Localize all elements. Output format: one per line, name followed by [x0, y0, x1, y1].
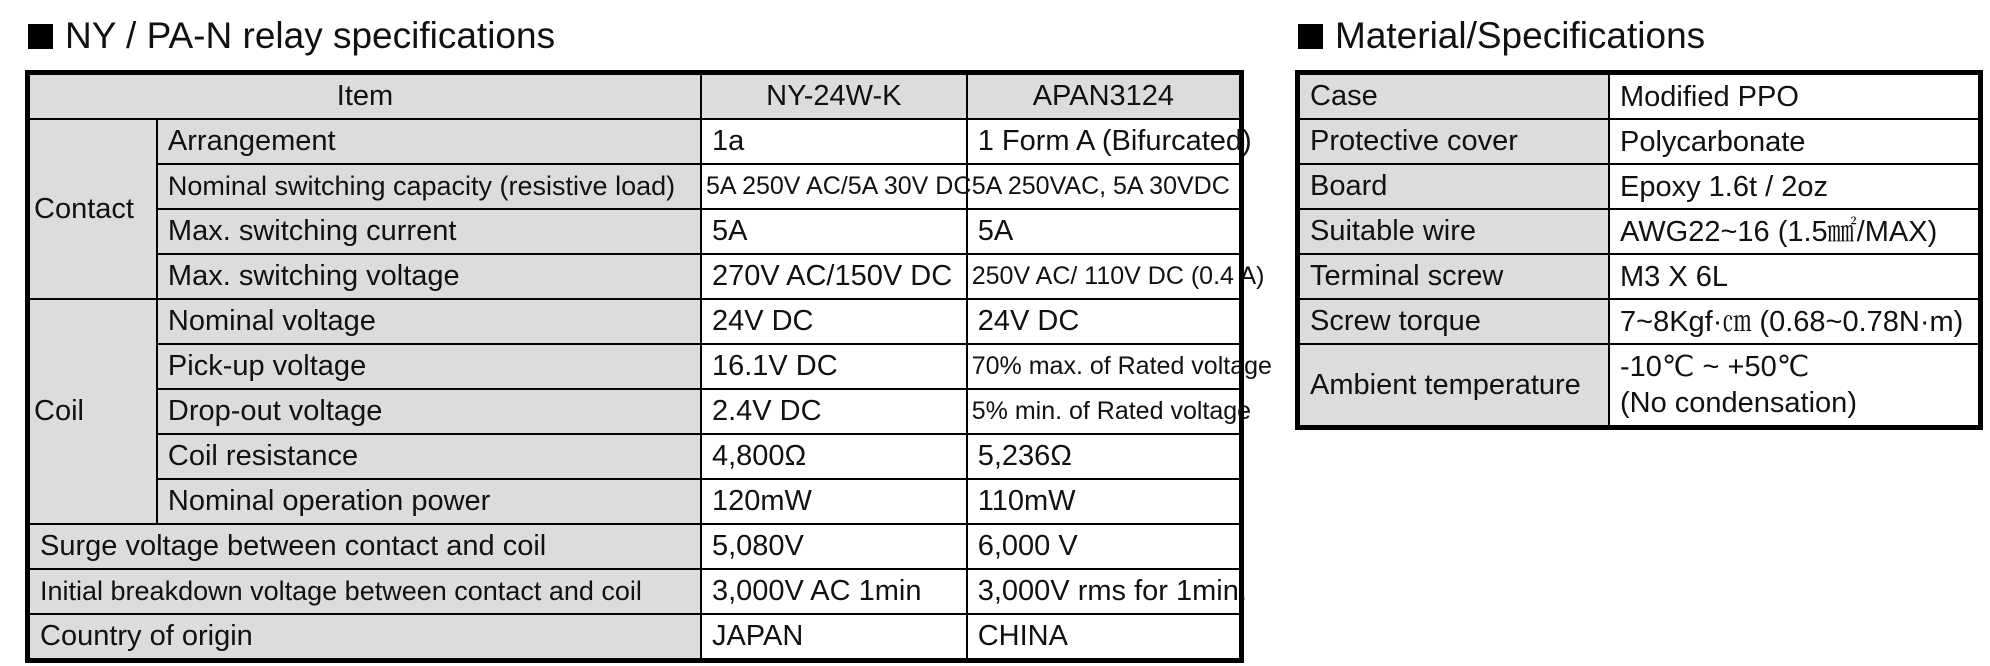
row-label: Drop-out voltage: [157, 389, 701, 434]
material-specs-table: [1298, 73, 1980, 427]
row-label: Country of origin: [29, 614, 701, 659]
row-value-apan: 6,000 V: [967, 524, 1240, 569]
row-value-apan: 24V DC: [967, 299, 1240, 344]
header-apan3124: APAN3124: [967, 74, 1240, 119]
header-item: Item: [29, 74, 701, 119]
table-row: [1299, 164, 1979, 209]
table-row: [1299, 344, 1979, 426]
row-label: Surge voltage between contact and coil: [29, 524, 701, 569]
row-value-ny: 5A: [701, 209, 967, 254]
material-specs-title-text: Material/Specifications: [1335, 15, 1706, 56]
material-specs-title: [1298, 14, 1705, 58]
header-ny-24w-k: NY-24W-K: [701, 74, 967, 119]
row-value-apan: 250V AC/ 110V DC (0.4 A): [967, 254, 1240, 299]
row-label: Initial breakdown voltage between contact and coil: [29, 569, 701, 614]
row-label: Pick-up voltage: [157, 344, 701, 389]
black-square-icon: [28, 24, 53, 49]
row-value-ny: 24V DC: [701, 299, 967, 344]
row-label: Nominal operation power: [157, 479, 701, 524]
row-value-apan: CHINA: [967, 614, 1240, 659]
table-row: [29, 479, 1240, 524]
row-value-ny: 120mW: [701, 479, 967, 524]
row-value-apan: 5% min. of Rated voltage: [967, 389, 1240, 434]
spec-label: Ambient temperature: [1299, 344, 1609, 426]
spec-label: Protective cover: [1299, 119, 1609, 164]
row-value-apan: 5,236Ω: [967, 434, 1240, 479]
table-row: [29, 524, 1240, 569]
row-value-ny: 5A 250V AC/5A 30V DC: [701, 164, 967, 209]
spec-value: M3 X 6L: [1609, 254, 1979, 299]
row-label: Coil resistance: [157, 434, 701, 479]
spec-label: Terminal screw: [1299, 254, 1609, 299]
spec-value: Epoxy 1.6t / 2oz: [1609, 164, 1979, 209]
row-label: Max. switching current: [157, 209, 701, 254]
table-row: [29, 164, 1240, 209]
table-row: [29, 434, 1240, 479]
group-contact: Contact: [29, 119, 157, 299]
row-label: Max. switching voltage: [157, 254, 701, 299]
row-value-ny: 3,000V AC 1min: [701, 569, 967, 614]
table-header-row: [29, 74, 1240, 119]
table-row: [1299, 299, 1979, 344]
relay-specs-title: [28, 14, 555, 58]
row-label: Nominal switching capacity (resistive load): [157, 164, 701, 209]
table-row: [1299, 74, 1979, 119]
row-value-ny: 1a: [701, 119, 967, 164]
spec-value: 7~8Kgf·㎝ (0.68~0.78N·m): [1609, 299, 1979, 344]
row-value-ny: 2.4V DC: [701, 389, 967, 434]
table-row: [29, 209, 1240, 254]
row-label: Arrangement: [157, 119, 701, 164]
spec-value: AWG22~16 (1.5㎟/MAX): [1609, 209, 1979, 254]
spec-value-line2: (No condensation): [1620, 387, 1857, 419]
row-value-apan: 5A 250VAC, 5A 30VDC: [967, 164, 1240, 209]
spec-label: Screw torque: [1299, 299, 1609, 344]
table-row: [29, 614, 1240, 659]
spec-label: Case: [1299, 74, 1609, 119]
row-value-ny: 4,800Ω: [701, 434, 967, 479]
row-value-ny: 270V AC/150V DC: [701, 254, 967, 299]
table-row: [29, 389, 1240, 434]
table-row: [1299, 209, 1979, 254]
row-value-ny: 5,080V: [701, 524, 967, 569]
table-row: [29, 344, 1240, 389]
spec-label: Suitable wire: [1299, 209, 1609, 254]
spec-value: [1609, 344, 1979, 426]
row-value-apan: 110mW: [967, 479, 1240, 524]
table-row: [29, 299, 1240, 344]
row-value-apan: 3,000V rms for 1min.: [967, 569, 1240, 614]
table-row: [1299, 254, 1979, 299]
table-row: [29, 569, 1240, 614]
group-coil: Coil: [29, 299, 157, 524]
black-square-icon: [1298, 24, 1323, 49]
table-row: [1299, 119, 1979, 164]
row-value-apan: 1 Form A (Bifurcated): [967, 119, 1240, 164]
table-row: [29, 254, 1240, 299]
row-label: Nominal voltage: [157, 299, 701, 344]
spec-value: Modified PPO: [1609, 74, 1979, 119]
row-value-ny: 16.1V DC: [701, 344, 967, 389]
relay-specs-table: [28, 73, 1272, 660]
spec-value-line1: -10℃ ~ +50℃: [1620, 351, 1810, 383]
row-value-apan: 5A: [967, 209, 1240, 254]
relay-specs-title-text: NY / PA-N relay specifications: [65, 15, 556, 56]
spec-value: Polycarbonate: [1609, 119, 1979, 164]
spec-label: Board: [1299, 164, 1609, 209]
row-value-ny: JAPAN: [701, 614, 967, 659]
row-value-apan: 70% max. of Rated voltage: [967, 344, 1240, 389]
table-row: [29, 119, 1240, 164]
